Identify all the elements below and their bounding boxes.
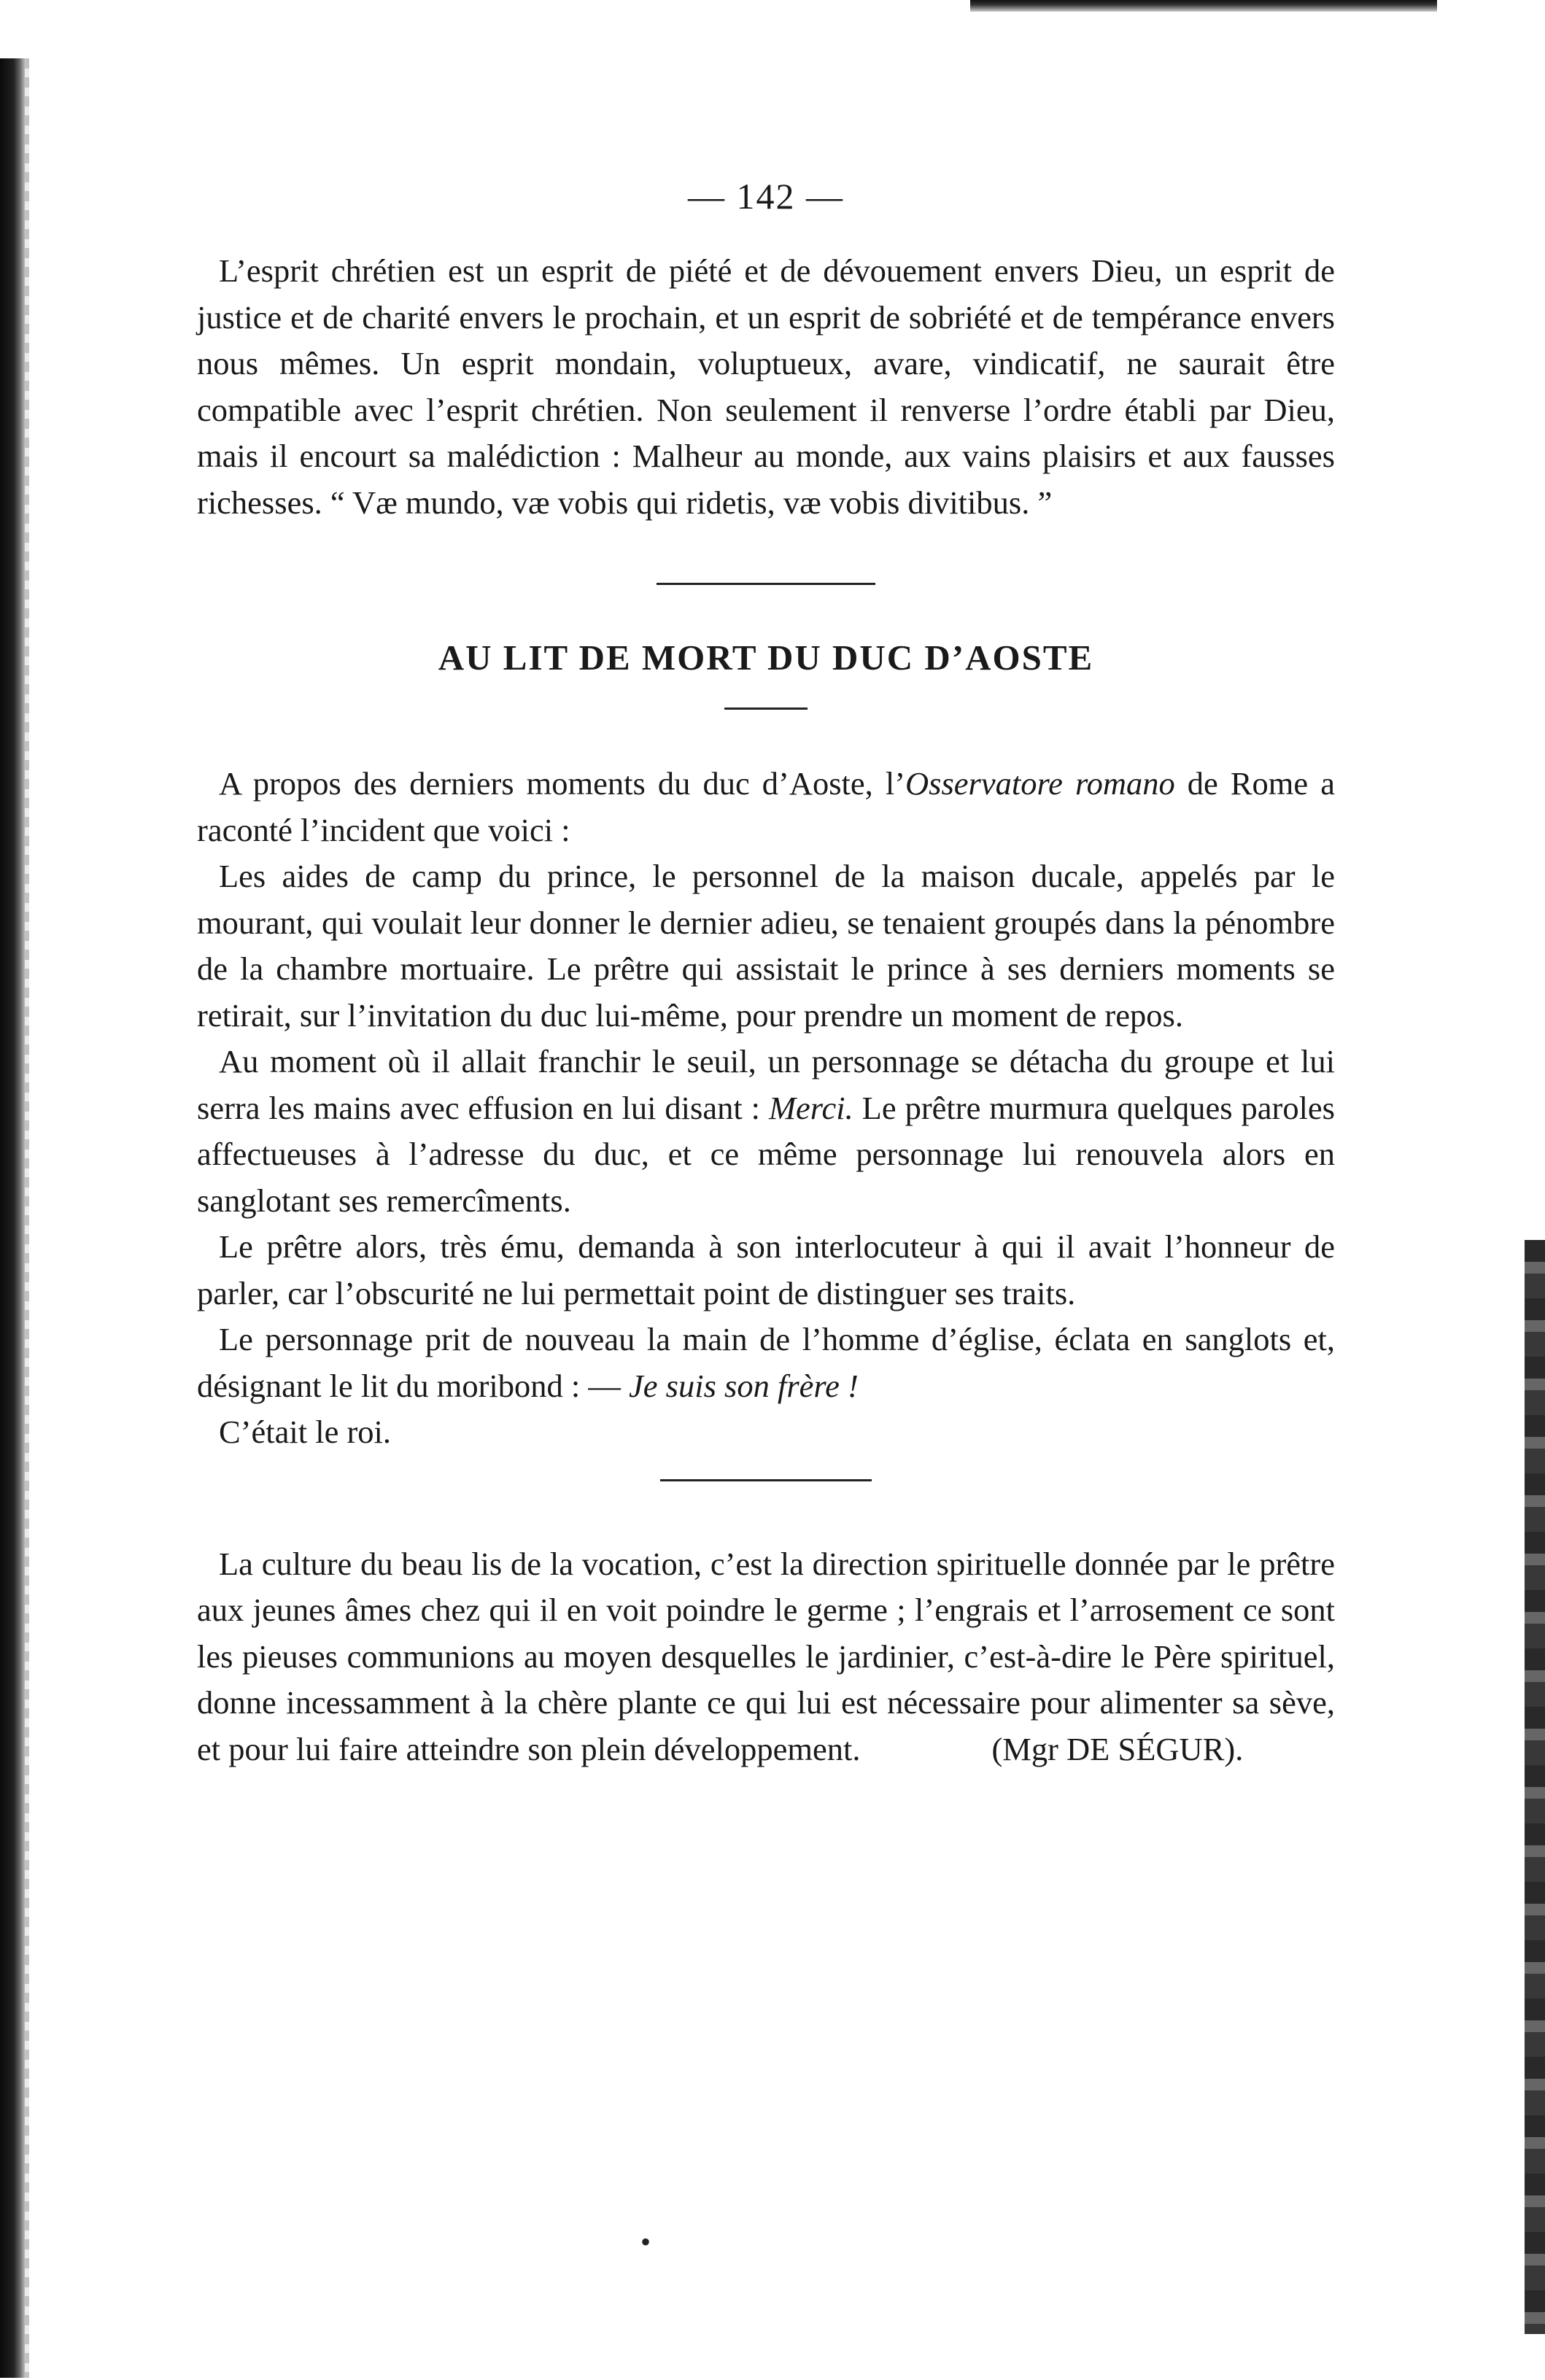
scan-right-edge: [1525, 1240, 1545, 2334]
article-paragraph-3-end: Le prêtre murmura quelques paroles affectueuses à l’adresse du duc, et ce même personnage lui renouvela alors en sanglotant ses remercîments.: [197, 1089, 1336, 1219]
article-paragraph-5: [197, 1317, 1335, 1409]
article-paragraph-1: [197, 761, 1335, 853]
footer-mark: •: [640, 2225, 651, 2258]
section-divider: [657, 583, 875, 585]
intro-paragraph: L’esprit chrétien est un esprit de piété et de dévouement envers Dieu, un esprit de justice et de charité envers le prochain, et un esprit de sobriété et de tempérance envers nous mêmes. Un esprit mondain, voluptueux, avare, vindicatif, ne saurait être compatible avec l’esprit chrétien. Non seulement il renverse l’ordre établi par Dieu, mais il encourt sa malédiction : Malheur au monde, aux vains plaisirs et aux fausses richesses. “ Væ mundo, væ vobis qui ridetis, væ vobis divitibus. ”: [197, 252, 1335, 521]
quoted-word: Merci.: [768, 1089, 853, 1126]
scan-top-edge: [970, 0, 1437, 12]
article-paragraph-1-end: de Rome a raconté l’incident que voici :: [197, 765, 1335, 848]
article-paragraph-4: Le prêtre alors, très ému, demanda à son interlocuteur à qui il avait l’honneur de parler, car l’obscurité ne lui permettait point de distinguer ses traits.: [197, 1228, 1335, 1311]
article-paragraph-1-start: A propos des derniers moments du duc d’Aoste, l’: [219, 765, 906, 802]
closing-paragraph: [197, 1541, 1335, 1773]
article-title: AU LIT DE MORT DU DUC D’AOSTE: [438, 637, 1094, 678]
article-paragraph-3: [197, 1039, 1335, 1224]
article-paragraph-5-start: Le personnage prit de nouveau la main de l’homme d’église, éclata en sanglots et, désignant le lit du moribond : —: [197, 1321, 1335, 1404]
closing-divider: [660, 1479, 872, 1481]
scan-left-edge: [0, 58, 25, 2378]
quote-attribution: (Mgr DE SÉGUR).: [991, 1730, 1244, 1767]
article-paragraph-2: Les aides de camp du prince, le personnel de la maison ducale, appelés par le mourant, qui voulait leur donner le dernier adieu, se tenaient groupés dans la pénombre de la chambre mortuaire. Le prêtre qui assistait le prince à ses derniers moments se retirait, sur l’invitation du duc lui-même, pour prendre un moment de repos.: [197, 858, 1335, 1034]
article-paragraph-3-start: Au moment où il allait franchir le seuil, un personnage se détacha du groupe et lui serra les mains avec effusion en lui disant :: [197, 1043, 1335, 1126]
article-paragraph-6: C’était le roi.: [219, 1414, 392, 1450]
quoted-reply: Je suis son frère !: [629, 1367, 859, 1404]
newspaper-name: Osservatore romano: [905, 765, 1175, 802]
title-underline: [724, 708, 808, 710]
closing-text: La culture du beau lis de la vocation, c’est la direction spirituelle donnée par le prêtre aux jeunes âmes chez qui il en voit poindre le germe ; l’engrais et l’arrosement ce sont les pieuses communions au moyen desquelles le jardinier, c’est-à-dire le Père spirituel, donne incessamment à la chère plante ce qui lui est nécessaire pour alimenter sa sève, et pour lui faire atteindre son plein développement.: [197, 1545, 1335, 1767]
book-page: [197, 175, 1335, 1772]
page-number: — 142 —: [688, 176, 844, 217]
scan-left-edge-shadow: [25, 58, 29, 2378]
